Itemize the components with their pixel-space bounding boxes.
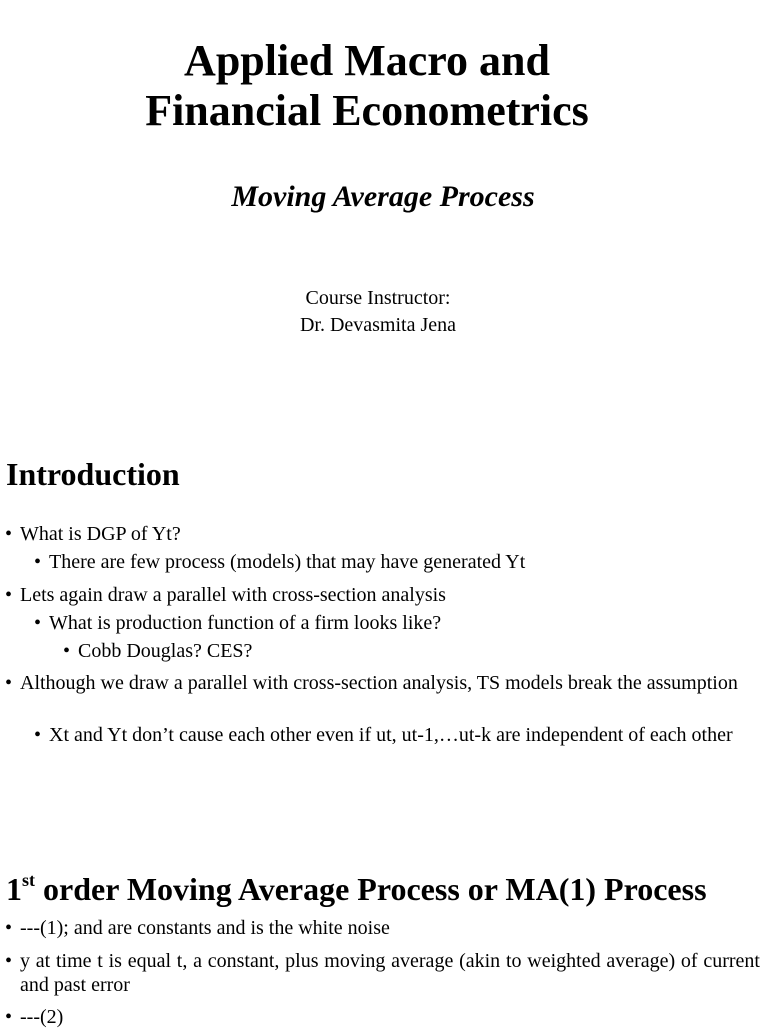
presentation-subtitle: Moving Average Process (231, 180, 535, 213)
bullet-item: • Lets again draw a parallel with cross-section analysis (20, 583, 760, 607)
bullet-item: • Although we draw a parallel with cross-section analysis, TS models break the assumption (20, 671, 760, 695)
title-line-1: Applied Macro and (184, 36, 550, 85)
bullet-item: • What is DGP of Yt? (20, 522, 760, 546)
title-slide (0, 0, 768, 400)
bullet-item: • Cobb Douglas? CES? (78, 639, 760, 663)
bullet-item: • ---(1); and are constants and is the white noise (20, 916, 760, 940)
slide-heading: Introduction (6, 456, 180, 492)
instructor-block (0, 285, 756, 339)
introduction-slide (0, 440, 768, 800)
heading-text: order Moving Average Process or MA(1) Process (35, 871, 707, 907)
ma1-process-slide (0, 860, 768, 1028)
bullet-item: • Xt and Yt don’t cause each other even if ut, ut-1,…ut-k are independent of each other (49, 723, 760, 747)
instructor-label: Course Instructor: (305, 287, 451, 309)
title-line-2: Financial Econometrics (145, 86, 589, 135)
heading-ordinal-suffix: st (22, 870, 35, 890)
presentation-title (0, 36, 734, 136)
bullet-item: • ---(2) (20, 1005, 760, 1029)
bullet-item: • What is production function of a firm looks like? (49, 611, 760, 635)
slide-heading (6, 869, 707, 909)
instructor-name: Dr. Devasmita Jena (299, 314, 457, 336)
bullet-item: • y at time t is equal t, a constant, plus moving average (akin to weighted average) of current and past error (20, 949, 760, 997)
heading-number: 1 (6, 871, 22, 907)
bullet-item: • There are few process (models) that may have generated Yt (49, 550, 760, 574)
